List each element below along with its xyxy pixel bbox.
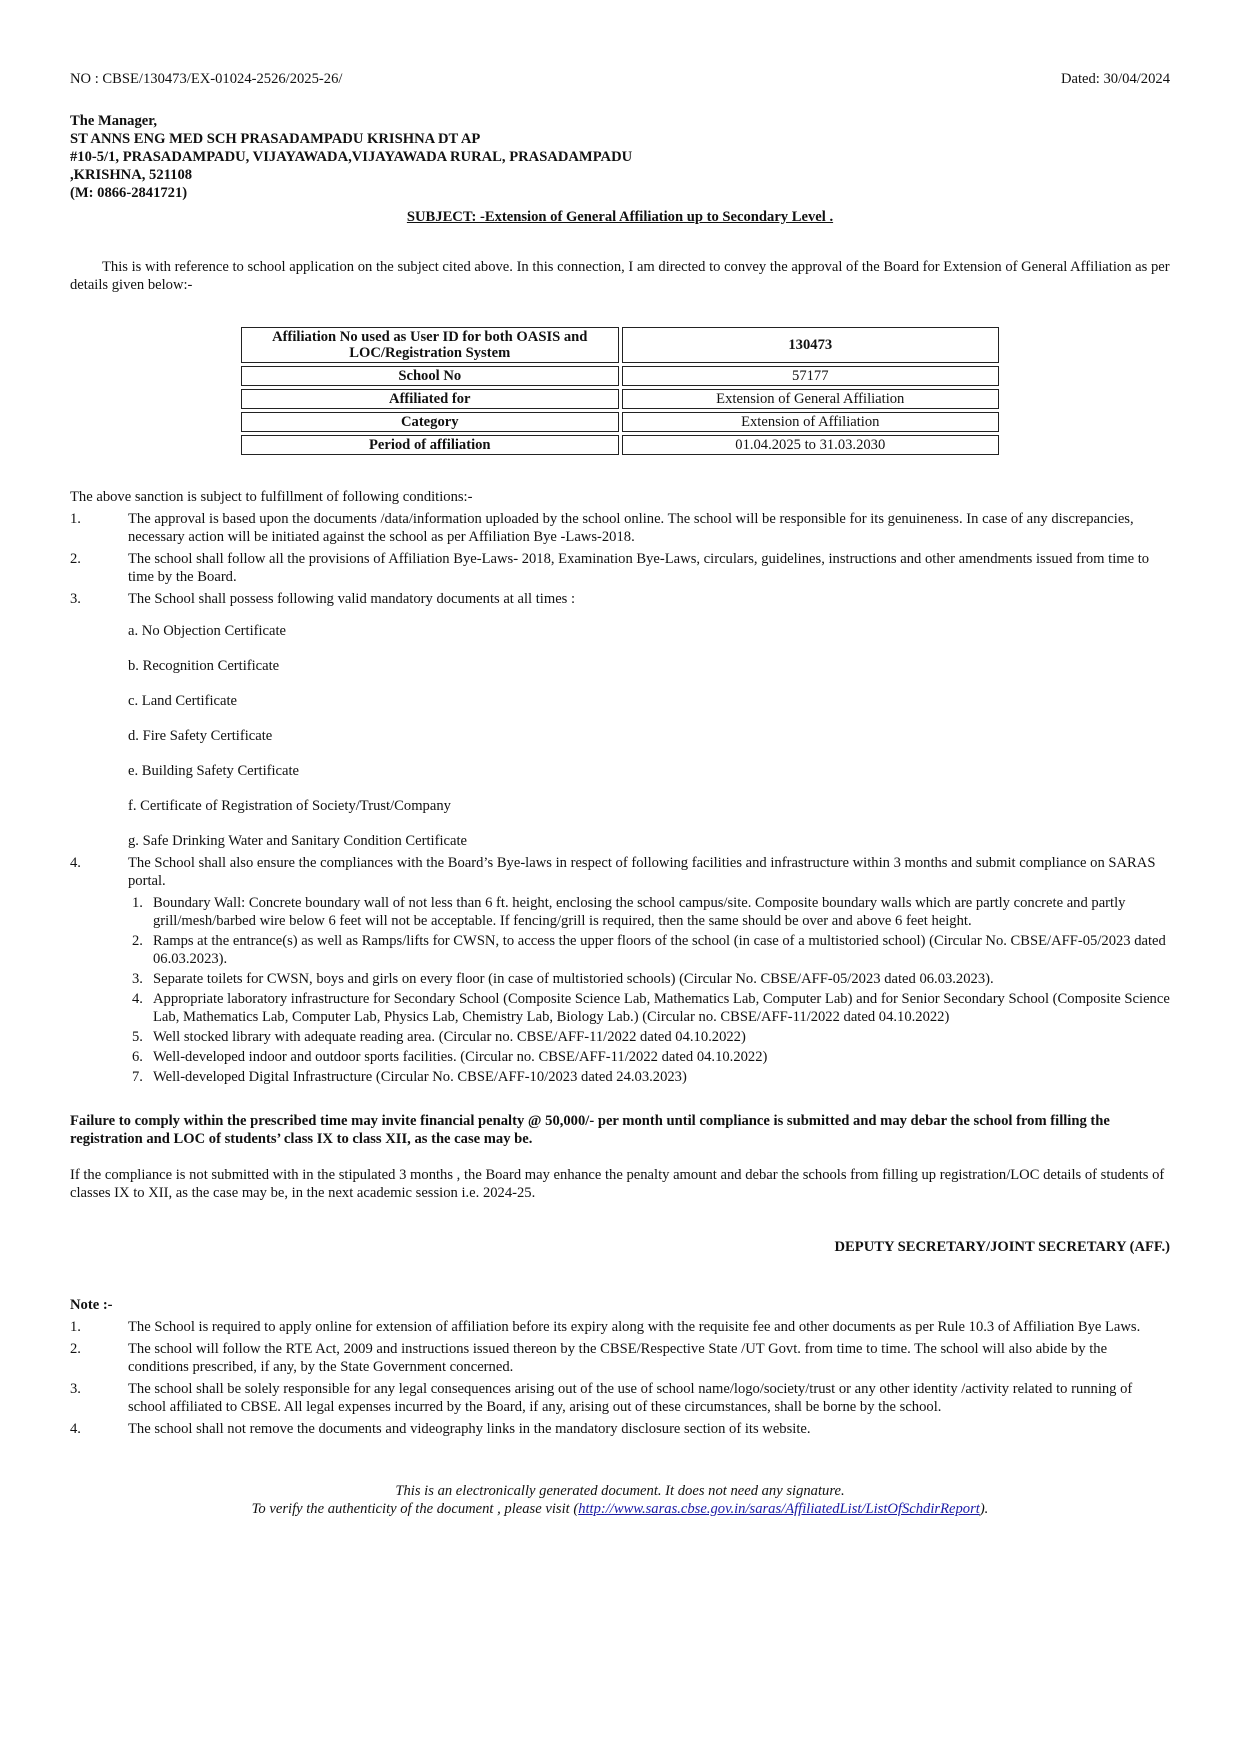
condition-text: The school shall follow all the provisions of Affiliation Bye-Laws- 2018, Examination Bye-Laws, circulars, guidelines, instructions and other amendments issued from time to time by the Board. [128, 551, 1150, 585]
facility-item [128, 990, 1170, 1026]
footer-verify-line [70, 1500, 1170, 1518]
document-item: c. Land Certificate [128, 693, 237, 709]
verification-link[interactable]: http://www.saras.cbse.gov.in/saras/AffiliatedList/ListOfSchdirReport [578, 1501, 980, 1517]
letter-date: Dated: 30/04/2024 [1060, 71, 1170, 87]
note-item [70, 1340, 1170, 1376]
condition-item [70, 854, 1170, 1086]
table-row [241, 389, 999, 409]
facility-number: 7. [132, 1069, 143, 1085]
footer-verify-prefix: To verify the authenticity of the document , please visit ( [251, 1501, 579, 1517]
document-footer [70, 1482, 1170, 1518]
table-key: Period of affiliation [241, 435, 619, 455]
footer-note: This is an electronically generated document. It does not need any signature. [395, 1483, 845, 1499]
facility-text: Well-developed Digital Infrastructure (Circular No. CBSE/AFF-10/2023 dated 24.03.2023) [153, 1069, 687, 1085]
note-text: The school shall be solely responsible for any legal consequences arising out of the use of school name/logo/society/trust or any other identity /activity related to running of school affiliated to CBSE. All legal expenses incurred by the Board, if any, arising out of these circumstances, shall be borne by the school. [128, 1381, 1133, 1415]
facility-text: Well stocked library with adequate reading area. (Circular no. CBSE/AFF-11/2022 dated 04.10.2022) [153, 1029, 746, 1045]
condition-item [70, 590, 1170, 850]
signatory: DEPUTY SECRETARY/JOINT SECRETARY (AFF.) [834, 1239, 1170, 1255]
mandatory-documents-list [128, 622, 1170, 850]
table-key: Category [241, 412, 619, 432]
facilities-list [128, 894, 1170, 1086]
conditions-list [70, 510, 1170, 1086]
note-number: 1. [70, 1319, 81, 1335]
address-line: (M: 0866-2841721) [70, 185, 188, 201]
facility-text: Ramps at the entrance(s) as well as Ramps/lifts for CWSN, to access the upper floors of the school (in case of a multistoried school) (Circular No. CBSE/AFF-05/2023 dated 06.03.2023). [153, 933, 1166, 967]
note-number: 2. [70, 1341, 81, 1357]
document-item: g. Safe Drinking Water and Sanitary Condition Certificate [128, 833, 467, 849]
document-item: b. Recognition Certificate [128, 658, 280, 674]
facility-text: Separate toilets for CWSN, boys and girls on every floor (in case of multistoried schools) (Circular No. CBSE/AFF-05/2023 dated 06.03.2023). [153, 971, 994, 987]
facility-item [128, 894, 1170, 930]
footer-verify-suffix: ). [979, 1501, 989, 1517]
penalty-warning: Failure to comply within the prescribed time may invite financial penalty @ 50,000/- per month until compliance is submitted and may debar the school from filling the registration and LOC of students’ class IX to class XII, as the case may be. [70, 1113, 1110, 1147]
table-key: Affiliated for [241, 389, 619, 409]
condition-item [70, 510, 1170, 546]
address-line: #10-5/1, PRASADAMPADU, VIJAYAWADA,VIJAYAWADA RURAL, PRASADAMPADU [70, 149, 633, 165]
facility-item [128, 1028, 1170, 1046]
note-heading: Note :- [70, 1297, 113, 1313]
table-row [241, 412, 999, 432]
document-item: f. Certificate of Registration of Society/Trust/Company [128, 798, 451, 814]
notes-list [70, 1318, 1170, 1438]
table-value: Extension of General Affiliation [622, 389, 999, 409]
letter-page [70, 70, 1170, 1518]
condition-number: 3. [70, 591, 81, 607]
condition-text: The School shall also ensure the compliances with the Board’s Bye-laws in respect of following facilities and infrastructure within 3 months and submit compliance on SARAS portal. [128, 855, 1156, 889]
table-row [241, 435, 999, 455]
condition-text: The approval is based upon the documents /data/information uploaded by the school online. The school will be responsible for its genuineness. In case of any discrepancies, necessary action will be initiated against the school as per Affiliation Bye -Laws-2018. [128, 511, 1134, 545]
condition-number: 2. [70, 551, 81, 567]
document-item: e. Building Safety Certificate [128, 763, 300, 779]
facility-text: Appropriate laboratory infrastructure for Secondary School (Composite Science Lab, Mathematics Lab, Computer Lab) and for Senior Secondary School (Composite Science Lab, Mathematics Lab, Computer Lab, Physics Lab, Chemistry Lab, Biology Lab.) (Circular no. CBSE/AFF-11/2022 dated 04.10.2022) [153, 991, 1170, 1025]
note-item [70, 1380, 1170, 1416]
condition-number: 4. [70, 855, 81, 871]
subject-line: SUBJECT: -Extension of General Affiliation up to Secondary Level . [406, 209, 834, 225]
recipient-address [70, 112, 1170, 202]
note-number: 4. [70, 1421, 81, 1437]
facility-text: Well-developed indoor and outdoor sports facilities. (Circular no. CBSE/AFF-11/2022 dated 04.10.2022) [153, 1049, 768, 1065]
condition-number: 1. [70, 511, 81, 527]
facility-item [128, 932, 1170, 968]
penalty-paragraph: If the compliance is not submitted with in the stipulated 3 months , the Board may enhance the penalty amount and debar the schools from filling up registration/LOC details of students of classes IX to XII, as the case may be, in the next academic session i.e. 2024-25. [70, 1167, 1165, 1201]
address-line: The Manager, [70, 113, 158, 129]
note-number: 3. [70, 1381, 81, 1397]
facility-item [128, 1048, 1170, 1066]
facility-number: 5. [132, 1029, 143, 1045]
address-line: ,KRISHNA, 521108 [70, 167, 193, 183]
table-row [241, 366, 999, 386]
note-item [70, 1420, 1170, 1438]
table-key: School No [241, 366, 619, 386]
document-item: a. No Objection Certificate [128, 623, 287, 639]
conditions-intro: The above sanction is subject to fulfillment of following conditions:- [70, 489, 473, 505]
table-value: 57177 [622, 366, 999, 386]
intro-paragraph: This is with reference to school application on the subject cited above. In this connection, I am directed to convey the approval of the Board for Extension of General Affiliation as per details given below:- [70, 259, 1170, 293]
facility-number: 6. [132, 1049, 143, 1065]
reference-number: NO : CBSE/130473/EX-01024-2526/2025-26/ [70, 71, 343, 87]
table-key: Affiliation No used as User ID for both OASIS and LOC/Registration System [241, 327, 619, 363]
facility-number: 1. [132, 895, 143, 911]
address-line: ST ANNS ENG MED SCH PRASADAMPADU KRISHNA DT AP [70, 131, 481, 147]
facility-number: 3. [132, 971, 143, 987]
letter-header [70, 70, 1170, 90]
document-item: d. Fire Safety Certificate [128, 728, 273, 744]
note-text: The school will follow the RTE Act, 2009 and instructions issued thereon by the CBSE/Respective State /UT Govt. from time to time. The school will also abide by the conditions prescribed, if any, by the State Government concerned. [128, 1341, 1108, 1375]
note-text: The School is required to apply online for extension of affiliation before its expiry along with the requisite fee and other documents as per Rule 10.3 of Affiliation Bye Laws. [128, 1319, 1141, 1335]
table-value: Extension of Affiliation [622, 412, 999, 432]
note-text: The school shall not remove the documents and videography links in the mandatory disclosure section of its website. [128, 1421, 811, 1437]
note-item [70, 1318, 1170, 1336]
condition-text: The School shall possess following valid mandatory documents at all times : [128, 591, 576, 607]
affiliation-details-table [238, 324, 1002, 458]
facility-text: Boundary Wall: Concrete boundary wall of not less than 6 ft. height, enclosing the school campus/site. Composite boundary walls which are partly concrete and partly grill/mesh/barbed wire below 6 feet will not be acceptable. If fencing/grill is required, then the same should be over and above 6 feet height. [153, 895, 1126, 929]
facility-number: 2. [132, 933, 143, 949]
table-value: 130473 [622, 327, 999, 363]
condition-item [70, 550, 1170, 586]
facility-item [128, 970, 1170, 988]
facility-item [128, 1068, 1170, 1086]
facility-number: 4. [132, 991, 143, 1007]
table-row [241, 327, 999, 363]
table-value: 01.04.2025 to 31.03.2030 [622, 435, 999, 455]
